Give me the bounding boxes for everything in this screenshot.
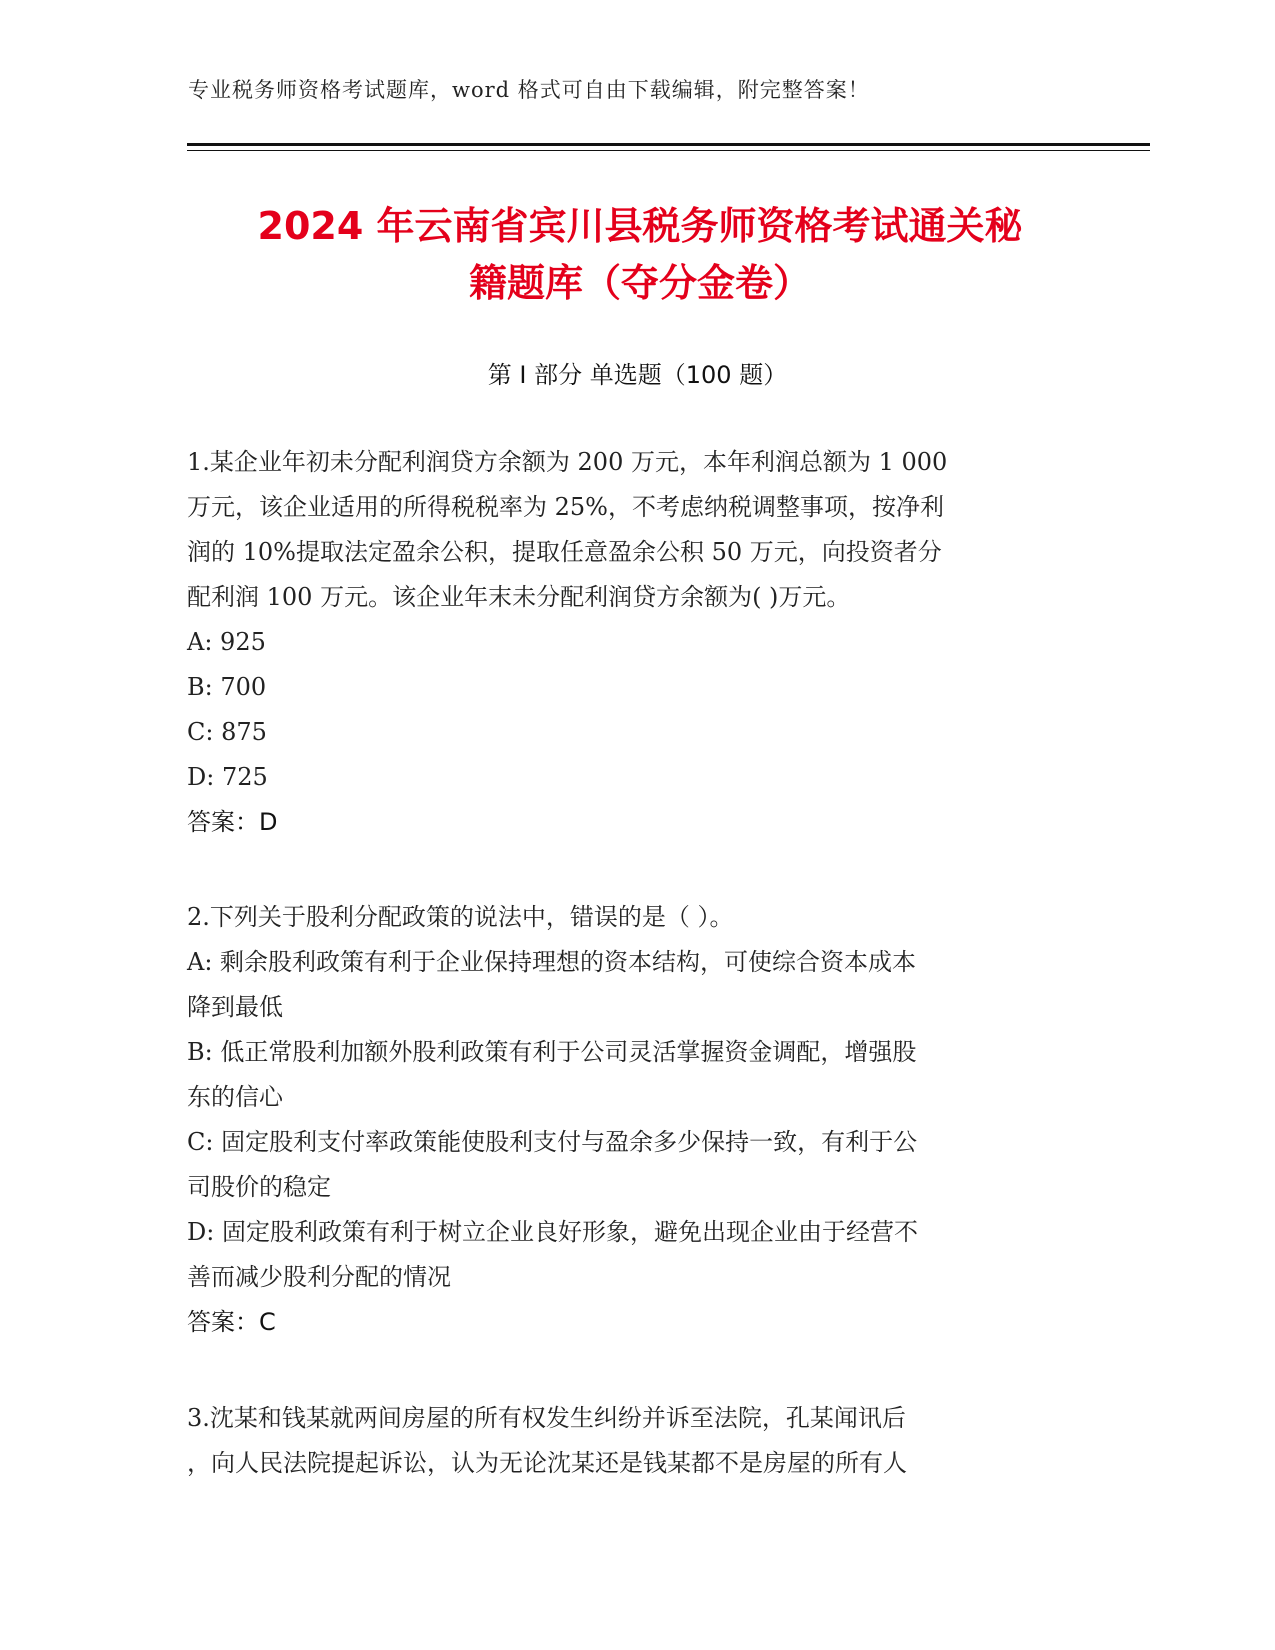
document-title-line-1: 2024 年云南省宾川县税务师资格考试通关秘 (257, 204, 1023, 248)
question-1-option-a: A: 925 (187, 628, 266, 656)
question-3-stem-line: 3.沈某和钱某就两间房屋的所有权发生纠纷并诉至法院，孔某闻讯后 (187, 1404, 906, 1432)
question-1-answer: 答案：D (187, 808, 278, 836)
question-2-answer: 答案：C (187, 1308, 276, 1336)
question-2 (187, 895, 1082, 1345)
question-2-option-b: B: 低正常股利加额外股利政策有利于公司灵活掌握资金调配，增强股 (187, 1038, 917, 1066)
question-1-option-b: B: 700 (187, 673, 267, 701)
question-2-option-a-cont: 降到最低 (187, 993, 283, 1021)
question-2-option-b-cont: 东的信心 (187, 1083, 283, 1111)
question-2-option-d-cont: 善而减少股利分配的情况 (187, 1263, 451, 1291)
question-1-option-c: C: 875 (187, 718, 267, 746)
question-2-option-d: D: 固定股利政策有利于树立企业良好形象，避免出现企业由于经营不 (187, 1218, 918, 1246)
question-1 (187, 440, 1082, 845)
question-3 (187, 1396, 1082, 1486)
question-1-stem-line: 1.某企业年初未分配利润贷方余额为 200 万元，本年利润总额为 1 000 (187, 448, 948, 476)
header-note: 专业税务师资格考试题库，word 格式可自由下载编辑，附完整答案！ (188, 78, 870, 102)
question-1-stem-line: 万元，该企业适用的所得税税率为 25%，不考虑纳税调整事项，按净利 (187, 493, 944, 521)
question-3-stem-line: ，向人民法院提起诉讼，认为无论沈某还是钱某都不是房屋的所有人 (187, 1449, 907, 1477)
header-rule-thick (187, 143, 1150, 146)
question-1-option-d: D: 725 (187, 763, 268, 791)
question-2-option-c-cont: 司股价的稳定 (187, 1173, 331, 1201)
question-1-stem-line: 配利润 100 万元。该企业年末未分配利润贷方余额为( )万元。 (187, 583, 851, 611)
document-title (180, 198, 1100, 312)
question-2-option-c: C: 固定股利支付率政策能使股利支付与盈余多少保持一致，有利于公 (187, 1128, 918, 1156)
question-2-stem-line: 2.下列关于股利分配政策的说法中，错误的是（ ）。 (187, 903, 734, 931)
question-2-option-a: A: 剩余股利政策有利于企业保持理想的资本结构，可使综合资本成本 (187, 948, 917, 976)
document-title-line-2: 籍题库（夺分金卷） (468, 261, 811, 305)
header-rule-thin (187, 150, 1150, 151)
question-1-stem-line: 润的 10%提取法定盈余公积，提取任意盈余公积 50 万元，向投资者分 (187, 538, 942, 566)
section-title: 第 I 部分 单选题（100 题） (487, 361, 788, 389)
